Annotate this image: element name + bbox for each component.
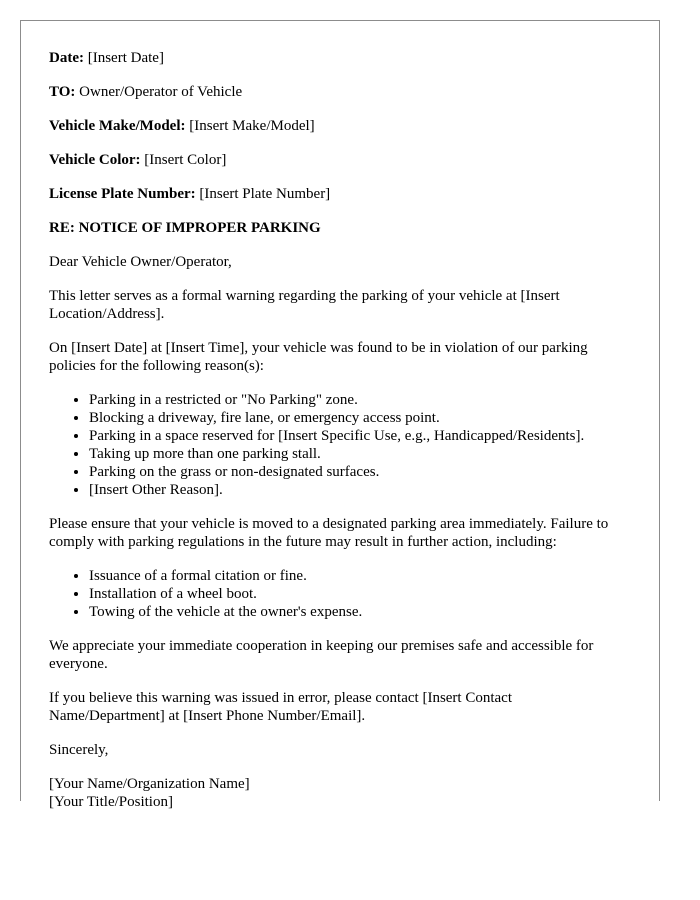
list-item: • Issuance of a formal citation or fine. <box>89 567 631 585</box>
date-label: Date: <box>49 50 84 66</box>
vehicle-color-label: Vehicle Color: <box>49 152 141 168</box>
license-plate-value: [Insert Plate Number] <box>199 186 331 202</box>
violation-paragraph: On [Insert Date] at [Insert Time], your vehicle was found to be in violation of our parking policies for the following reason(s): <box>49 340 588 374</box>
vehicle-color-line <box>49 151 631 169</box>
appreciation-paragraph: We appreciate your immediate cooperation in keeping our premises safe and accessible for everyone. <box>49 638 594 672</box>
list-item: • Blocking a driveway, fire lane, or emergency access point. <box>89 409 631 427</box>
list-item: • Parking on the grass or non-designated surfaces. <box>89 463 631 481</box>
vehicle-color-value: [Insert Color] <box>144 152 227 168</box>
vehicle-make-label: Vehicle Make/Model: <box>49 118 186 134</box>
to-value: Owner/Operator of Vehicle <box>79 84 243 100</box>
list-item: • Parking in a restricted or "No Parking" zone. <box>89 391 631 409</box>
list-item: • Towing of the vehicle at the owner's expense. <box>89 603 631 621</box>
license-plate-label: License Plate Number: <box>49 186 196 202</box>
list-item: • Parking in a space reserved for [Insert Specific Use, e.g., Handicapped/Residents]. <box>89 427 631 445</box>
letter-content <box>21 21 659 811</box>
vehicle-make-line <box>49 117 631 135</box>
license-plate-line <box>49 185 631 203</box>
salutation: Dear Vehicle Owner/Operator, <box>49 254 232 270</box>
list-item: • [Insert Other Reason]. <box>89 481 631 499</box>
vehicle-make-value: [Insert Make/Model] <box>189 118 315 134</box>
re-line <box>49 219 631 237</box>
actions-list <box>49 567 631 621</box>
closing: Sincerely, <box>49 742 109 758</box>
signature-title: [Your Title/Position] <box>49 794 173 810</box>
warning-paragraph: Please ensure that your vehicle is moved to a designated parking area immediately. Failure to comply with parking regulations in the future may result in further action, including: <box>49 516 609 550</box>
letter-page <box>20 20 660 810</box>
intro-paragraph: This letter serves as a formal warning regarding the parking of your vehicle at [Insert Location/Address]. <box>49 288 560 322</box>
list-item: • Installation of a wheel boot. <box>89 585 631 603</box>
to-label: TO: <box>49 84 76 100</box>
list-item: • Taking up more than one parking stall. <box>89 445 631 463</box>
date-value: [Insert Date] <box>87 50 164 66</box>
re-subject: RE: NOTICE OF IMPROPER PARKING <box>49 220 321 236</box>
signature-block <box>49 775 631 811</box>
signature-name: [Your Name/Organization Name] <box>49 776 250 792</box>
reasons-list <box>49 391 631 499</box>
date-line <box>49 49 631 67</box>
to-line <box>49 83 631 101</box>
contact-paragraph: If you believe this warning was issued in error, please contact [Insert Contact Name/Department] at [Insert Phone Number/Email]. <box>49 690 513 724</box>
